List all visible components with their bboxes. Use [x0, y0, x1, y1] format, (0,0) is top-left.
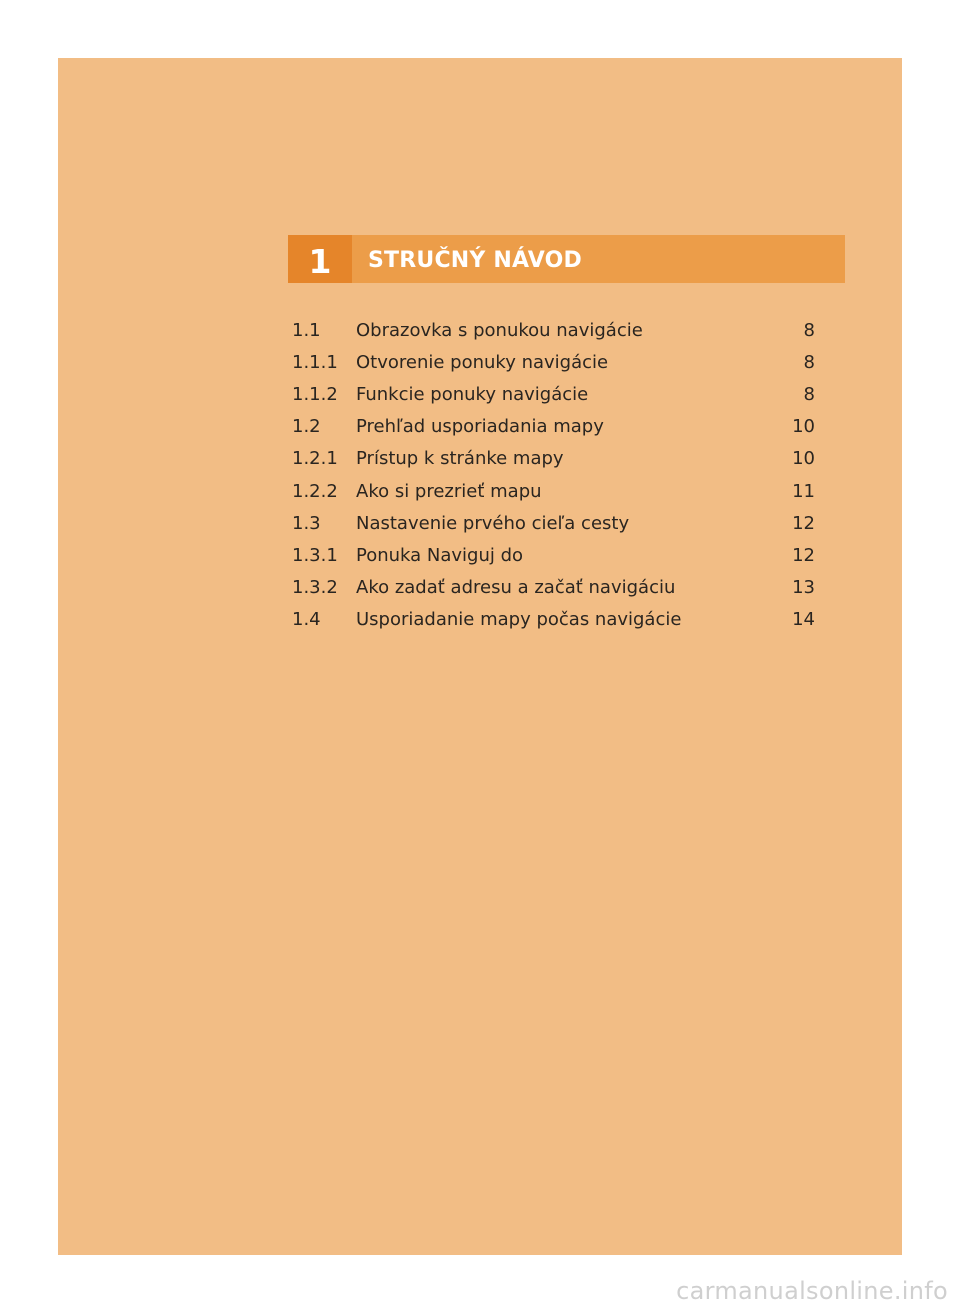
toc-entry-page: 8	[803, 351, 815, 373]
toc-entry-page: 13	[792, 577, 815, 599]
chapter-header	[288, 235, 845, 283]
toc-entry-title: Prehľad usporiadania mapy	[356, 416, 604, 438]
toc-entry-title: Funkcie ponuky navigácie	[356, 383, 589, 405]
table-of-contents	[292, 314, 815, 636]
watermark: carmanualsonline.info	[676, 1277, 948, 1305]
chapter-title: STRUČNÝ NÁVOD	[352, 235, 845, 283]
toc-entry-page: 14	[792, 609, 815, 631]
toc-entry-number: 1.3	[292, 512, 321, 534]
toc-entry[interactable]	[292, 507, 815, 539]
toc-entry-title: Nastavenie prvého cieľa cesty	[356, 512, 630, 534]
toc-entry-number: 1.3.2	[292, 577, 338, 599]
toc-entry[interactable]	[292, 475, 815, 507]
toc-entry-number: 1.2.2	[292, 480, 338, 502]
toc-entry[interactable]	[292, 411, 815, 443]
toc-entry-title: Ako zadať adresu a začať navigáciu	[356, 577, 676, 599]
toc-entry-page: 10	[792, 448, 815, 470]
toc-entry[interactable]	[292, 346, 815, 378]
toc-entry-page: 11	[792, 480, 815, 502]
toc-entry-title: Usporiadanie mapy počas navigácie	[356, 609, 682, 631]
toc-entry[interactable]	[292, 443, 815, 475]
toc-entry-title: Obrazovka s ponukou navigácie	[356, 319, 643, 341]
toc-entry-title: Ako si prezrieť mapu	[356, 480, 542, 502]
toc-entry-number: 1.2	[292, 416, 321, 438]
toc-entry-number: 1.1.1	[292, 351, 338, 373]
toc-entry-title: Ponuka Naviguj do	[356, 544, 524, 566]
toc-entry[interactable]	[292, 572, 815, 604]
toc-entry-page: 8	[803, 383, 815, 405]
toc-entry-number: 1.3.1	[292, 544, 338, 566]
toc-entry-page: 8	[803, 319, 815, 341]
toc-entry-page: 10	[792, 416, 815, 438]
toc-entry[interactable]	[292, 539, 815, 571]
toc-entry-number: 1.1.2	[292, 383, 338, 405]
toc-entry[interactable]	[292, 314, 815, 346]
toc-entry-title: Prístup k stránke mapy	[356, 448, 564, 470]
toc-entry-number: 1.1	[292, 319, 321, 341]
chapter-number: 1	[288, 235, 352, 283]
toc-entry-number: 1.2.1	[292, 448, 338, 470]
toc-entry[interactable]	[292, 604, 815, 636]
toc-entry-page: 12	[792, 544, 815, 566]
toc-entry[interactable]	[292, 378, 815, 410]
toc-entry-number: 1.4	[292, 609, 321, 631]
toc-entry-page: 12	[792, 512, 815, 534]
toc-entry-title: Otvorenie ponuky navigácie	[356, 351, 609, 373]
